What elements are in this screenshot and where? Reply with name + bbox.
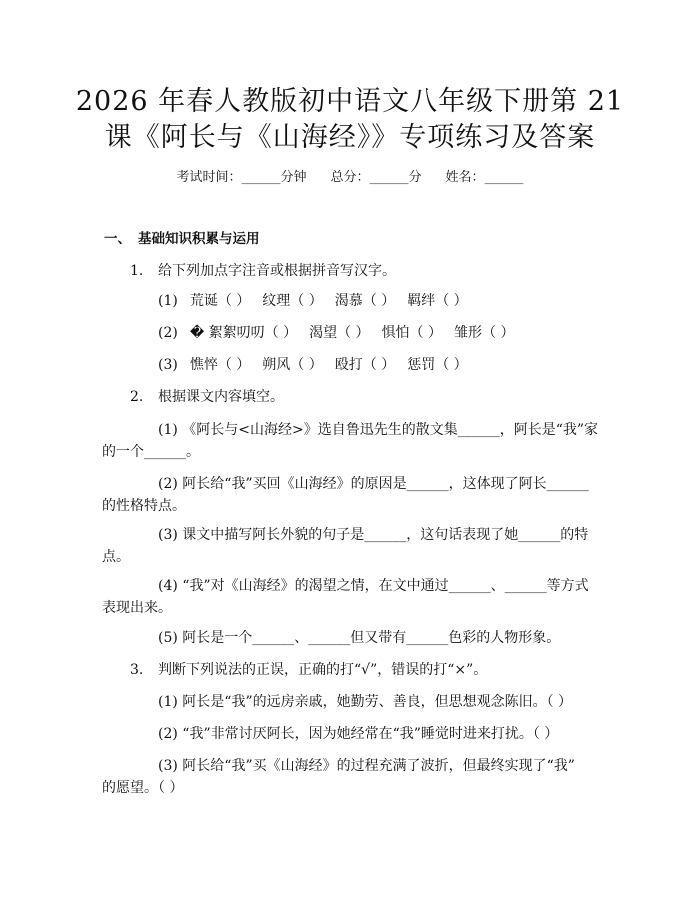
word-item: 雏形（ ）	[454, 325, 515, 341]
word-item: 朔风（ ）	[262, 357, 323, 373]
q2-item-4-line-2: 表现出来。	[102, 600, 172, 616]
section-heading	[104, 229, 260, 249]
q3-item-1: (1) 阿长是“我”的远房亲戚，她勤劳、善良，但思想观念陈旧。（ ）	[158, 694, 573, 710]
q3-item-3-line-2: 的愿望。（ ）	[102, 780, 184, 796]
row-label: (1)	[158, 293, 178, 309]
word-item: 羁绊（ ）	[407, 293, 468, 309]
q2-item-2-line-2: 的性格特点。	[102, 498, 186, 514]
row-label: (3)	[158, 357, 178, 373]
q2-item-1-line-1: (1) 《阿长与<山海经>》选自鲁迅先生的散文集______，阿长是“我”家	[158, 422, 599, 438]
row-label: (2)	[158, 325, 178, 341]
q2-item-1-line-2: 的一个______。	[102, 444, 200, 460]
question-text: 判断下列说法的正误，正确的打“√”，错误的打“×”。	[158, 662, 488, 678]
q2-item-5: (5) 阿长是一个______、______但又带有______色彩的人物形象。	[158, 630, 561, 646]
q2-item-4-line-1: (4) “我”对《山海经》的渴望之情，在文中通过______、______等方式	[158, 578, 589, 594]
q1-row-3	[158, 355, 480, 375]
section-title: 基础知识积累与运用	[138, 231, 260, 247]
word-item: � 絮絮叨叨（ ）	[189, 325, 298, 341]
exam-time-field: 考试时间：______分钟	[176, 170, 307, 185]
question-3	[130, 660, 487, 680]
question-text: 根据课文内容填空。	[158, 389, 284, 405]
question-1	[130, 261, 396, 281]
q1-row-2	[158, 323, 526, 343]
q2-item-3-line-1: (3) 课文中描写阿长外貌的句子是______，这句话表现了她______的特	[158, 527, 589, 543]
word-item: 惩罚（ ）	[407, 357, 468, 373]
question-number: 1.	[130, 263, 144, 279]
q3-item-2: (2) “我”非常讨厌阿长，因为她经常在“我”睡觉时进来打扰。（ ）	[158, 726, 559, 742]
word-item: 憔悴（ ）	[189, 357, 251, 373]
section-number: 一、	[104, 231, 131, 247]
q2-item-3-line-2: 点。	[102, 549, 130, 565]
word-item: 殴打（ ）	[334, 357, 396, 373]
student-name-field: 姓名：______	[445, 170, 524, 185]
q3-item-3-line-1: (3) 阿长给“我”买《山海经》的过程充满了波折，但最终实现了“我”	[158, 758, 575, 774]
exam-info	[0, 168, 700, 188]
word-item: 渴望（ ）	[309, 325, 370, 341]
word-item: 纹理（ ）	[262, 293, 323, 309]
question-text: 给下列加点字注音或根据拼音写汉字。	[158, 263, 396, 279]
page-title-line-1: 2026 年春人教版初中语文八年级下册第 21	[75, 86, 625, 117]
total-score-field: 总分：______分	[330, 170, 422, 185]
word-item: 荒诞（ ）	[189, 293, 251, 309]
word-item: 惧怕（ ）	[381, 325, 443, 341]
question-number: 2.	[130, 389, 144, 405]
question-number: 3.	[130, 662, 144, 678]
q1-row-1	[158, 291, 480, 311]
word-item: 渴慕（ ）	[334, 293, 396, 309]
q2-item-2-line-1: (2) 阿长给“我”买回《山海经》的原因是______，这体现了阿长______	[158, 476, 589, 492]
question-2	[130, 387, 284, 407]
page-title-line-2: 课《阿长与《山海经》》专项练习及答案	[104, 122, 596, 153]
